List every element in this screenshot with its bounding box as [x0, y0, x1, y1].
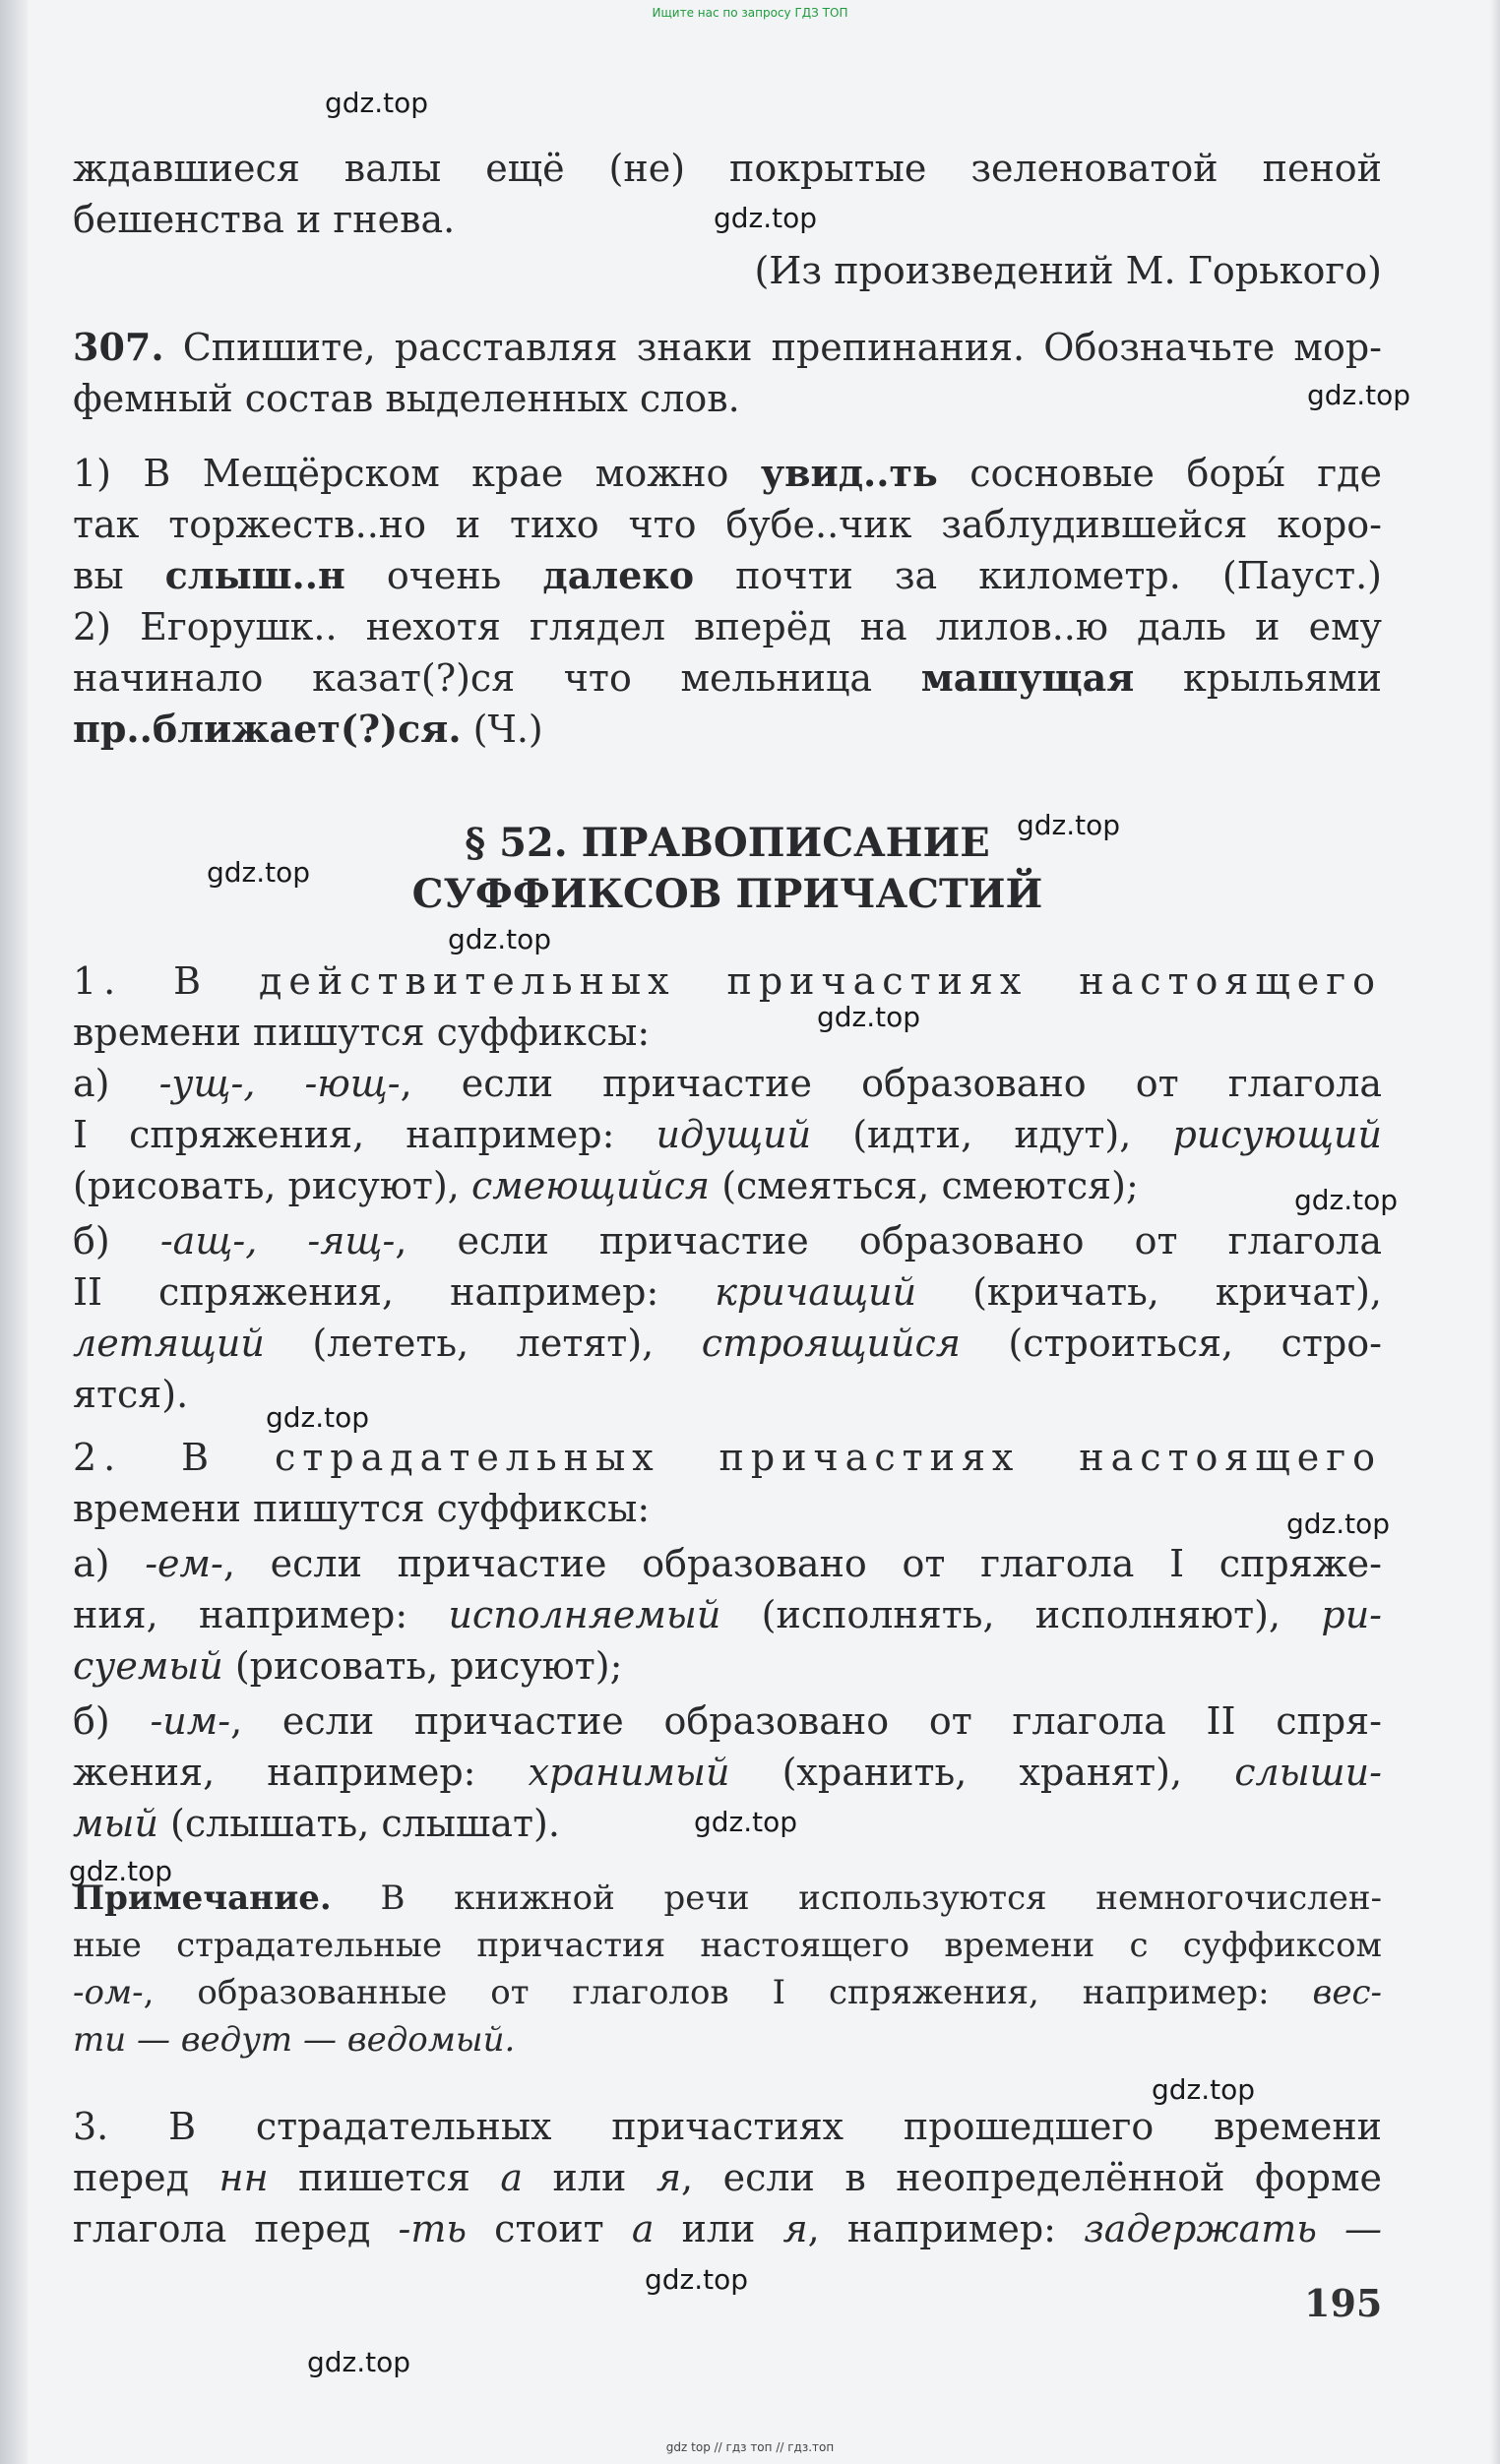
- watermark: gdz.top: [69, 1855, 173, 1887]
- watermark: gdz.top: [817, 1001, 921, 1033]
- note-line: ные страдательные причастия настоящего времени с суффиксом: [73, 1926, 1382, 1965]
- watermark: gdz.top: [448, 923, 552, 955]
- watermark: gdz.top: [1017, 809, 1121, 841]
- rule-1-title: 1. В действительных причастиях настоящего: [73, 959, 1382, 1003]
- text-line: II спряжения, например: кричащий (кричать, кричат),: [73, 1270, 1383, 1314]
- section-title: СУФФИКСОВ ПРИЧАСТИЙ: [411, 871, 1043, 917]
- text-line: ятся).: [73, 1373, 189, 1416]
- text-line: перед нн пишется а или я, если в неопределённой форме: [73, 2156, 1383, 2199]
- text-line: летящий (лететь, летят), строящийся (строиться, стро-: [73, 1322, 1383, 1365]
- text-line: пр..ближает(?)ся. (Ч.): [73, 707, 543, 751]
- rule-2-title: 2. В страдательных причастиях настоящего: [73, 1436, 1382, 1479]
- watermark: gdz.top: [266, 1401, 370, 1434]
- watermark: gdz.top: [1286, 1508, 1391, 1540]
- text-line: а) -ущ-, -ющ-, если причастие образовано от глагола: [73, 1062, 1383, 1105]
- watermark: gdz.top: [307, 2346, 411, 2378]
- exercise-307-task: 307. Спишите, расставляя знаки препинания. Обозначьте мор-: [73, 325, 1382, 369]
- source-attribution: (Из произведений М. Горького): [754, 249, 1382, 292]
- text-line: ния, например: исполняемый (исполнять, исполняют), ри-: [73, 1593, 1383, 1636]
- note-line: ти — ведут — ведомый.: [73, 2020, 516, 2060]
- watermark: gdz.top: [645, 2263, 749, 2296]
- text-line: б) -ащ-, -ящ-, если причастие образовано от глагола: [73, 1219, 1382, 1263]
- text-line: времени пишутся суффиксы:: [73, 1011, 651, 1054]
- text-line: ждавшиеся валы ещё (не) покрытые зеленоватой пеной: [73, 147, 1382, 190]
- text-line: 1) В Мещёрском крае можно увид..ть сосновые боры́ где: [73, 451, 1382, 495]
- page-shadow-left: [0, 0, 28, 2464]
- text-line: 2) Егорушк.. нехотя глядел вперёд на лилов..ю даль и ему: [73, 605, 1382, 648]
- watermark: gdz.top: [325, 87, 429, 119]
- watermark: gdz.top: [1152, 2073, 1256, 2106]
- text-line: б) -им-, если причастие образовано от глагола II спря-: [73, 1699, 1382, 1743]
- note-line: Примечание. В книжной речи используются немногочислен-: [73, 1879, 1382, 1918]
- header-note[interactable]: Ищите нас по запросу ГДЗ ТОП: [652, 6, 848, 20]
- watermark: gdz.top: [714, 202, 818, 234]
- page-shadow-right: [1490, 0, 1500, 2464]
- exercise-number: 307.: [73, 325, 164, 369]
- watermark: gdz.top: [1294, 1184, 1399, 1216]
- watermark: gdz.top: [694, 1806, 798, 1838]
- text-line: глагола перед -ть стоит а или я, например: задержать —: [73, 2207, 1383, 2250]
- watermark: gdz.top: [207, 856, 311, 889]
- text-line: времени пишутся суффиксы:: [73, 1487, 651, 1530]
- note-line: -ом-, образованные от глаголов I спряжения, например: вес-: [73, 1973, 1382, 2012]
- text-line: вы слыш..н очень далеко почти за километр. (Пауст.): [73, 553, 1382, 597]
- text-line: а) -ем-, если причастие образовано от глагола I спряже-: [73, 1542, 1382, 1585]
- text-line: бешенства и гнева.: [73, 198, 456, 241]
- text-line: так торжеств..но и тихо что бубе..чик заблудившейся коро-: [73, 503, 1382, 546]
- text-line: фемный состав выделенных слов.: [73, 377, 740, 420]
- section-title: § 52. ПРАВОПИСАНИЕ: [465, 820, 990, 866]
- text-line: мый (слышать, слышат).: [73, 1802, 560, 1845]
- text-line: (рисовать, рисуют), смеющийся (смеяться, смеются);: [73, 1164, 1139, 1207]
- watermark: gdz.top: [1307, 379, 1411, 411]
- text-line: жения, например: хранимый (хранить, хранят), слыши-: [73, 1751, 1382, 1794]
- rule-3-title: 3. В страдательных причастиях прошедшего времени: [73, 2105, 1382, 2148]
- text-line: начинало казат(?)ся что мельница машущая крыльями: [73, 655, 1382, 700]
- note-label: Примечание.: [73, 1879, 332, 1918]
- text-line: суемый (рисовать, рисуют);: [73, 1644, 623, 1688]
- footer-note[interactable]: gdz top // гдз топ // гдз.топ: [665, 2440, 835, 2454]
- text-line: I спряжения, например: идущий (идти, идут), рисующий: [73, 1113, 1382, 1156]
- page-number: 195: [1304, 2281, 1383, 2325]
